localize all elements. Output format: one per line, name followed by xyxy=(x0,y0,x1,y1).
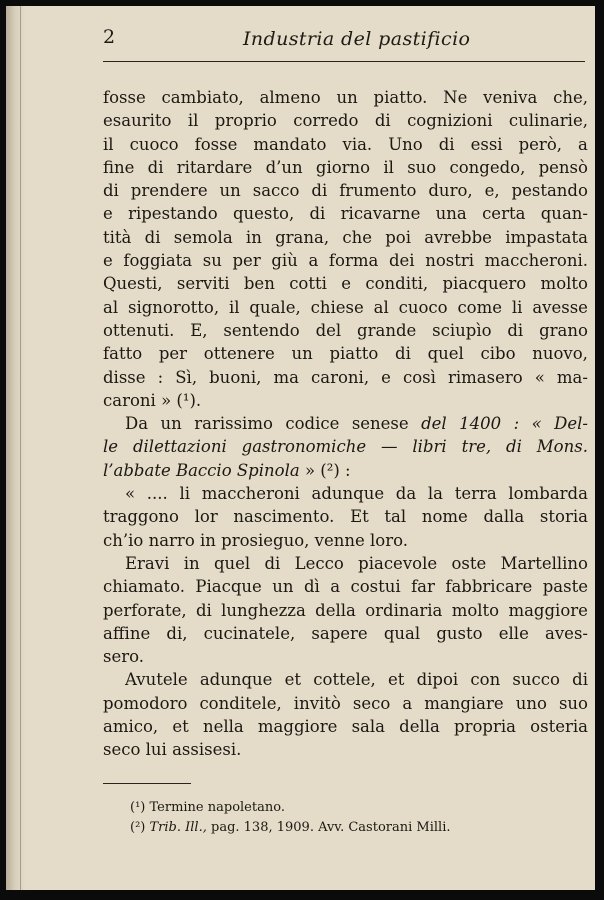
word: perforate, xyxy=(103,600,187,620)
word: paste xyxy=(542,577,588,597)
footnote-1 xyxy=(130,798,450,818)
page-header xyxy=(103,26,588,58)
word: l’abbate xyxy=(103,460,176,480)
word: gastronomiche xyxy=(241,437,367,457)
word: e xyxy=(103,204,113,224)
word: di xyxy=(195,600,212,620)
word: narro xyxy=(148,530,200,550)
word: Del- xyxy=(554,414,588,434)
word: corredo xyxy=(293,111,359,131)
word: Sì, xyxy=(175,367,198,387)
word: fabbricare xyxy=(445,577,533,597)
word: quel xyxy=(427,344,464,364)
text-line xyxy=(103,366,588,389)
text-line xyxy=(103,459,588,482)
word: chiamato. xyxy=(103,577,185,597)
word: storia xyxy=(539,507,588,527)
word: uno xyxy=(515,693,547,713)
word: E, xyxy=(190,320,208,340)
word: il xyxy=(187,111,199,131)
word: poi xyxy=(385,227,411,247)
word: codice xyxy=(285,414,340,434)
word: il xyxy=(383,157,394,177)
word: osteria xyxy=(530,717,588,737)
body-text xyxy=(103,86,588,762)
word: sapere xyxy=(311,623,368,643)
word: di xyxy=(144,227,161,247)
word: sciupìo xyxy=(432,320,492,340)
word: culinarie, xyxy=(508,111,588,131)
word: grana, xyxy=(275,227,330,247)
word: li xyxy=(511,297,523,317)
word: » xyxy=(304,460,321,480)
word: Lecco xyxy=(294,553,344,573)
word: pestando xyxy=(511,181,588,201)
word: in xyxy=(200,530,222,550)
word: « xyxy=(534,367,545,387)
word: un xyxy=(219,181,241,201)
word: dipoi xyxy=(416,670,459,690)
word: oste xyxy=(451,553,487,573)
word: proprio xyxy=(214,111,277,131)
word: del xyxy=(315,320,342,340)
word: in xyxy=(183,553,200,573)
word: foggiata xyxy=(123,251,193,271)
word: semola xyxy=(173,227,233,247)
word: piacquero xyxy=(442,274,527,294)
word: suo xyxy=(407,157,437,177)
word: senese xyxy=(351,414,409,434)
word: ma xyxy=(273,367,299,387)
word: Uno xyxy=(388,134,423,154)
word: ordinaria xyxy=(365,600,443,620)
word: Spinola xyxy=(236,460,305,480)
word: nuovo, xyxy=(532,344,588,364)
word: — xyxy=(381,437,398,457)
text-line xyxy=(103,505,588,528)
word: ch’io xyxy=(103,530,149,550)
word: rarissimo xyxy=(194,414,273,434)
word: maccheroni xyxy=(201,484,300,504)
word: Avutele xyxy=(125,670,188,690)
word: li xyxy=(179,484,191,504)
word: lui xyxy=(145,740,173,760)
word: nome xyxy=(421,507,468,527)
spine-edge-line xyxy=(20,6,21,890)
word: Et xyxy=(350,507,369,527)
word: avrebbe xyxy=(424,227,492,247)
word: quan- xyxy=(540,204,588,224)
word: : xyxy=(345,460,351,480)
word: maccheroni. xyxy=(484,251,588,271)
word: propria xyxy=(454,717,516,737)
word: questo, xyxy=(232,204,295,224)
word: giù xyxy=(271,251,298,271)
word: di xyxy=(506,437,522,457)
word: le xyxy=(103,437,119,457)
word: del xyxy=(421,414,447,434)
word: maggiore xyxy=(257,717,338,737)
word: di xyxy=(507,320,524,340)
word: almeno xyxy=(259,88,321,107)
word: venne xyxy=(314,530,371,550)
word: invitò xyxy=(293,693,341,713)
word: ritardare xyxy=(176,157,253,177)
text-line xyxy=(103,249,588,272)
word: di xyxy=(311,181,328,201)
text-line xyxy=(103,482,588,505)
word: amico, xyxy=(103,717,159,737)
word: sala xyxy=(351,717,385,737)
word: Eravi xyxy=(125,553,170,573)
word: della xyxy=(315,600,356,620)
word: far xyxy=(411,577,435,597)
word: di xyxy=(264,553,281,573)
word: mandato xyxy=(253,134,327,154)
word: cucinatele, xyxy=(203,623,296,643)
word: prosieguo, xyxy=(221,530,315,550)
word: giorno xyxy=(315,157,371,177)
text-line xyxy=(103,692,588,715)
word: suo xyxy=(558,693,588,713)
word: .... xyxy=(146,484,168,504)
word: nascimento. xyxy=(233,507,335,527)
footnote-2 xyxy=(130,818,450,838)
footnote-citation: Trib. Ill., xyxy=(149,820,207,835)
word: (²) xyxy=(320,460,346,480)
word: d’un xyxy=(265,157,303,177)
word: conditi, xyxy=(365,274,429,294)
text-line xyxy=(103,645,588,668)
word: adunque xyxy=(311,484,385,504)
word: al xyxy=(103,297,119,317)
word: il xyxy=(103,134,114,154)
page-number: 2 xyxy=(103,26,116,48)
word: sacco xyxy=(252,181,300,201)
word: nella xyxy=(202,717,244,737)
word: piacevole xyxy=(358,553,438,573)
word: ricavarne xyxy=(340,204,421,224)
word: qual xyxy=(383,623,421,643)
word: di, xyxy=(166,623,188,643)
word: a xyxy=(578,134,588,154)
text-line xyxy=(103,156,588,179)
text-line xyxy=(103,575,588,598)
text-line xyxy=(103,133,588,156)
word: frumento xyxy=(339,181,417,201)
word: disse xyxy=(103,367,146,387)
word: caroni, xyxy=(311,367,370,387)
word: un xyxy=(272,577,294,597)
text-line xyxy=(103,179,588,202)
word: Da xyxy=(125,414,149,434)
word: e xyxy=(103,251,113,271)
word: adunque xyxy=(199,670,273,690)
word: loro. xyxy=(370,530,409,550)
word: : xyxy=(157,367,164,387)
word: conditele, xyxy=(199,693,282,713)
word: un xyxy=(291,344,313,364)
word: rimasero xyxy=(447,367,523,387)
word: piatto xyxy=(329,344,379,364)
word: fosse xyxy=(103,88,146,107)
word: fosse xyxy=(194,134,238,154)
text-line xyxy=(103,296,588,319)
word: caroni xyxy=(103,390,162,410)
word: con xyxy=(470,670,501,690)
word: lombarda xyxy=(508,484,588,504)
word: a xyxy=(402,693,413,713)
word: chiese xyxy=(310,297,364,317)
word: ottenere xyxy=(203,344,275,364)
footnote-mark: (¹) xyxy=(130,800,146,815)
word: cognizioni xyxy=(407,111,493,131)
word: di xyxy=(374,111,391,131)
text-line xyxy=(103,529,588,552)
word: traggono xyxy=(103,507,179,527)
text-line xyxy=(103,552,588,575)
word: Baccio xyxy=(175,460,237,480)
word: affine xyxy=(103,623,151,643)
word: Mons. xyxy=(536,437,588,457)
word: al xyxy=(373,297,389,317)
word: grande xyxy=(357,320,417,340)
text-line xyxy=(103,342,588,365)
text-line xyxy=(103,86,588,109)
word: « xyxy=(125,484,136,504)
word: che, xyxy=(553,88,588,107)
word: signorotto, xyxy=(127,297,220,317)
word: succo xyxy=(512,670,560,690)
word: una xyxy=(435,204,467,224)
word: elle xyxy=(498,623,529,643)
text-line xyxy=(103,226,588,249)
word: che xyxy=(342,227,372,247)
word: di xyxy=(395,344,411,364)
word: cibo xyxy=(480,344,516,364)
word: cottele, xyxy=(313,670,376,690)
footnote-mark: (²) xyxy=(130,820,146,835)
word: la xyxy=(427,484,444,504)
word: molto xyxy=(451,600,500,620)
word: Questi, xyxy=(103,274,163,294)
word: e xyxy=(341,274,352,294)
word: però, xyxy=(518,134,563,154)
word: dalla xyxy=(483,507,525,527)
running-head: Industria del pastificio xyxy=(243,28,471,50)
word: mangiare xyxy=(424,693,504,713)
text-line xyxy=(103,412,588,435)
word: sentendo xyxy=(223,320,300,340)
word: nostri xyxy=(425,251,475,271)
word: il xyxy=(228,297,240,317)
word: (¹). xyxy=(176,390,202,410)
word: come xyxy=(457,297,503,317)
word: maggiore xyxy=(508,600,588,620)
word: cambiato, xyxy=(161,88,244,107)
word: cuoco xyxy=(129,134,179,154)
word: un xyxy=(160,414,182,434)
word: così xyxy=(402,367,436,387)
word: ben xyxy=(243,274,275,294)
word: cuoco xyxy=(398,297,448,317)
word: essi xyxy=(470,134,503,154)
word: da xyxy=(395,484,417,504)
word: avesse xyxy=(532,297,588,317)
text-line xyxy=(103,272,588,295)
word: di xyxy=(438,134,455,154)
word: terra xyxy=(454,484,497,504)
word: pomodoro xyxy=(103,693,188,713)
word: della xyxy=(399,717,440,737)
word: cotti xyxy=(289,274,327,294)
page-spine-shadow xyxy=(6,6,26,890)
word: sero. xyxy=(103,647,145,667)
text-line xyxy=(103,738,588,761)
word: su xyxy=(202,251,222,271)
word: assisesi. xyxy=(172,740,242,760)
footnote-text: Termine napoletano. xyxy=(149,800,285,815)
book-page xyxy=(6,6,595,890)
word: et xyxy=(284,670,302,690)
word: veniva xyxy=(483,88,538,107)
word: lunghezza xyxy=(221,600,306,620)
word: tità xyxy=(103,227,132,247)
word: quel xyxy=(213,553,251,573)
word: : xyxy=(513,414,520,434)
word: forma xyxy=(328,251,379,271)
word: fine xyxy=(103,157,135,177)
word: buoni, xyxy=(209,367,262,387)
word: ripestando xyxy=(128,204,218,224)
word: costui xyxy=(350,577,401,597)
footnote-text: pag. 138, 1909. Avv. Castorani Milli. xyxy=(211,820,451,835)
word: in xyxy=(245,227,262,247)
word: et xyxy=(172,717,189,737)
word: per xyxy=(158,344,188,364)
word: dì xyxy=(303,577,320,597)
word: « xyxy=(531,414,542,434)
footnote-rule xyxy=(103,783,191,784)
word: certa xyxy=(482,204,526,224)
word: seco xyxy=(352,693,391,713)
word: congedo, xyxy=(449,157,526,177)
text-line xyxy=(103,668,588,691)
word: molto xyxy=(540,274,588,294)
word: Ne xyxy=(443,88,468,107)
word: dei xyxy=(388,251,415,271)
text-line xyxy=(103,622,588,645)
word: serviti xyxy=(176,274,230,294)
word: prendere xyxy=(130,181,208,201)
word: ottenuti. xyxy=(103,320,175,340)
word: Martellino xyxy=(500,553,588,573)
word: piatto. xyxy=(373,88,428,107)
text-line xyxy=(103,389,588,412)
word: esaurito xyxy=(103,111,172,131)
word: lor xyxy=(194,507,218,527)
word: quale, xyxy=(249,297,301,317)
word: di xyxy=(572,670,588,690)
word: di xyxy=(309,204,326,224)
word: un xyxy=(336,88,358,107)
word: tre, xyxy=(461,437,492,457)
text-line xyxy=(103,202,588,225)
footnotes xyxy=(130,798,450,838)
text-line xyxy=(103,435,588,458)
word: Piacque xyxy=(195,577,262,597)
word: gusto xyxy=(436,623,483,643)
word: grano xyxy=(539,320,588,340)
word: via. xyxy=(342,134,373,154)
word: pensò xyxy=(538,157,588,177)
word: fatto xyxy=(103,344,143,364)
word: » xyxy=(161,390,177,410)
word: duro, xyxy=(428,181,473,201)
word: a xyxy=(308,251,319,271)
word: aves- xyxy=(545,623,588,643)
word: libri xyxy=(412,437,447,457)
text-line xyxy=(103,599,588,622)
text-line xyxy=(103,109,588,132)
word: impastata xyxy=(505,227,588,247)
word: e xyxy=(381,367,391,387)
header-rule xyxy=(103,61,585,62)
word: dilettazioni xyxy=(132,437,227,457)
word: tal xyxy=(384,507,407,527)
word: e, xyxy=(484,181,500,201)
word: et xyxy=(387,670,405,690)
word: 1400 xyxy=(459,414,502,434)
text-line xyxy=(103,715,588,738)
word: seco xyxy=(103,740,146,760)
word: di xyxy=(103,181,119,201)
word: per xyxy=(232,251,261,271)
word: di xyxy=(147,157,164,177)
word: ma- xyxy=(556,367,588,387)
word: a xyxy=(330,577,341,597)
text-line xyxy=(103,319,588,342)
